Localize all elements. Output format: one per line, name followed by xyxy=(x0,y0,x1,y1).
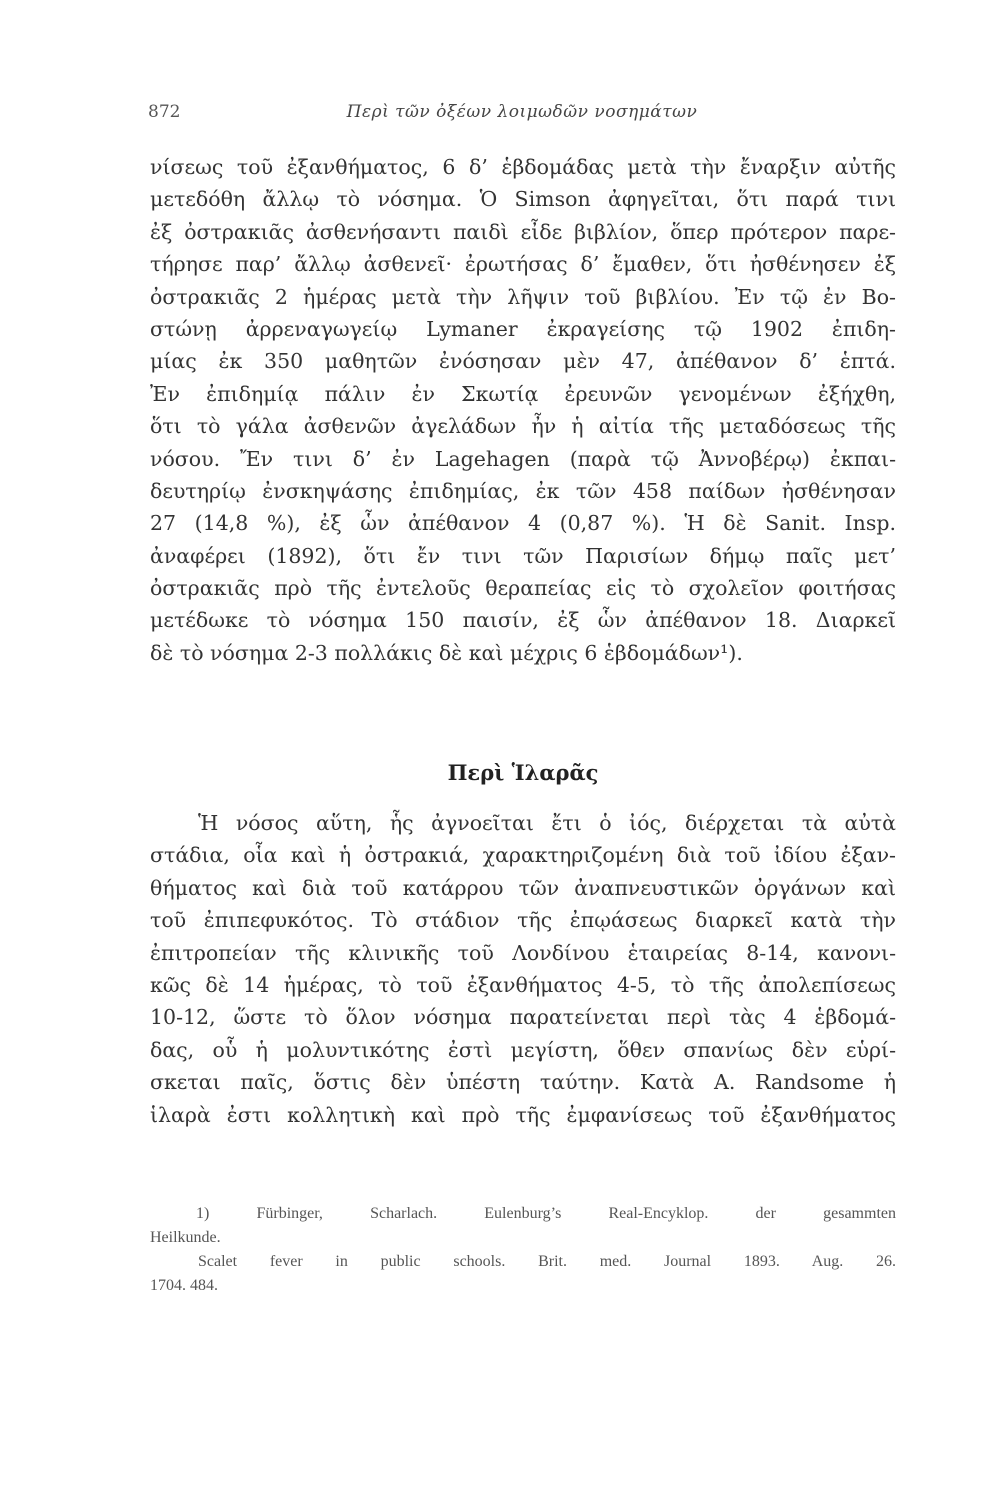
footnote-line: 1704. 484. xyxy=(150,1277,218,1294)
footnotes xyxy=(150,1202,896,1298)
text-line: ἐπιτροπείαν τῆς κλινικῆς τοῦ Λονδίνου ἑταιρείας 8-14, κανονι- xyxy=(150,940,896,965)
text-line: θήματος καὶ διὰ τοῦ κατάρρου τῶν ἀναπνευστικῶν ὀργάνων καὶ xyxy=(150,875,896,900)
text-line: Ἡ νόσος αὕτη, ἧς ἀγνοεῖται ἔτι ὁ ἰός, διέρχεται τὰ αὐτὰ xyxy=(198,811,896,835)
running-head xyxy=(148,102,896,132)
text-line: τοῦ ἐπιπεφυκότος. Τὸ στάδιον τῆς ἐπῳάσεως διαρκεῖ κατὰ τὴν xyxy=(150,908,896,933)
text-line: στάδια, οἷα καὶ ἡ ὀστρακιά, χαρακτηριζομένη διὰ τοῦ ἰδίου ἐξαν- xyxy=(150,843,896,868)
text-line: δας, οὗ ἡ μολυντικότης ἐστὶ μεγίστη, ὅθεν σπανίως δὲν εὑρί- xyxy=(150,1037,896,1062)
text-line: στώνῃ ἀρρεναγωγείῳ Lymaner ἐκραγείσης τῷ 1902 ἐπιδη- xyxy=(150,316,896,341)
text-line: 10-12, ὥστε τὸ ὅλον νόσημα παρατείνεται περὶ τὰς 4 ἑβδομά- xyxy=(150,1005,896,1030)
text-line: μετέδωκε τὸ νόσημα 150 παισίν, ἐξ ὧν ἀπέθανον 18. Διαρκεῖ xyxy=(150,608,896,633)
text-line: ἀναφέρει (1892), ὅτι ἔν τινι τῶν Παρισίων δήμῳ παῖς μετ’ xyxy=(150,543,896,568)
section-heading: Περὶ Ἱλαρᾶς xyxy=(447,760,599,785)
text-line: ἐξ ὀστρακιᾶς ἀσθενήσαντι παιδὶ εἶδε βιβλίον, ὅπερ πρότερον παρε- xyxy=(150,219,896,244)
text-line: δὲ τὸ νόσημα 2-3 πολλάκις δὲ καὶ μέχρις 6 ἑβδομάδων¹). xyxy=(150,640,743,665)
text-line: ἱλαρὰ ἐστι κολλητικὴ καὶ πρὸ τῆς ἐμφανίσεως τοῦ ἐξανθήματος xyxy=(150,1102,896,1127)
footnote-line: Scalet fever in public schools. Brit. med. Journal 1893. Aug. 26. xyxy=(198,1253,896,1270)
running-title: Περὶ τῶν ὀξέων λοιμωδῶν νοσημάτων xyxy=(346,102,698,122)
section-paragraph xyxy=(150,807,896,1131)
body-paragraph xyxy=(150,151,896,669)
text-line: κῶς δὲ 14 ἡμέρας, τὸ τοῦ ἐξανθήματος 4-5, τὸ τῆς ἀπολεπίσεως xyxy=(150,972,896,997)
text-line: 27 (14,8 %), ἐξ ὧν ἀπέθανον 4 (0,87 %). Ἡ δὲ Sanit. Insp. xyxy=(150,511,896,536)
text-line: μετεδόθη ἄλλῳ τὸ νόσημα. Ὁ Simson ἀφηγεῖται, ὅτι παρά τινι xyxy=(150,187,896,212)
text-line: μίας ἐκ 350 μαθητῶν ἐνόσησαν μὲν 47, ἀπέθανον δ’ ἑπτά. xyxy=(150,349,896,374)
page-number: 872 xyxy=(148,102,181,122)
text-line: ὀστρακιᾶς 2 ἡμέρας μετὰ τὴν λῆψιν τοῦ βιβλίου. Ἐν τῷ ἐν Βο- xyxy=(150,284,896,309)
footnote-line: 1) Fürbinger, Scharlach. Eulenburg’s Real-Encyklop. der gesammten xyxy=(196,1205,896,1222)
text-line: ὅτι τὸ γάλα ἀσθενῶν ἀγελάδων ἦν ἡ αἰτία τῆς μεταδόσεως τῆς xyxy=(150,414,896,439)
text-line: νίσεως τοῦ ἐξανθήματος, 6 δ’ ἑβδομάδας μετὰ τὴν ἔναρξιν αὐτῆς xyxy=(150,155,896,179)
text-line: Ἐν ἐπιδημίᾳ πάλιν ἐν Σκωτίᾳ ἐρευνῶν γενομένων ἐξήχθη, xyxy=(150,381,896,406)
text-line: δευτηρίῳ ἐνσκηψάσης ἐπιδημίας, ἐκ τῶν 458 παίδων ἠσθένησαν xyxy=(150,478,896,503)
text-line: ὀστρακιᾶς πρὸ τῆς ἐντελοῦς θεραπείας εἰς τὸ σχολεῖον φοιτήσας xyxy=(150,576,896,601)
footnote-line: Heilkunde. xyxy=(150,1229,221,1246)
text-line: νόσου. Ἔν τινι δ’ ἐν Lagehagen (παρὰ τῷ Ἀννοβέρῳ) ἐκπαι- xyxy=(150,446,896,471)
text-line: τήρησε παρ’ ἄλλῳ ἀσθενεῖ· ἐρωτήσας δ’ ἔμαθεν, ὅτι ἠσθένησεν ἐξ xyxy=(150,252,896,277)
text-line: σκεται παῖς, ὅστις δὲν ὑπέστη ταύτην. Κατὰ A. Randsome ἡ xyxy=(150,1070,896,1095)
